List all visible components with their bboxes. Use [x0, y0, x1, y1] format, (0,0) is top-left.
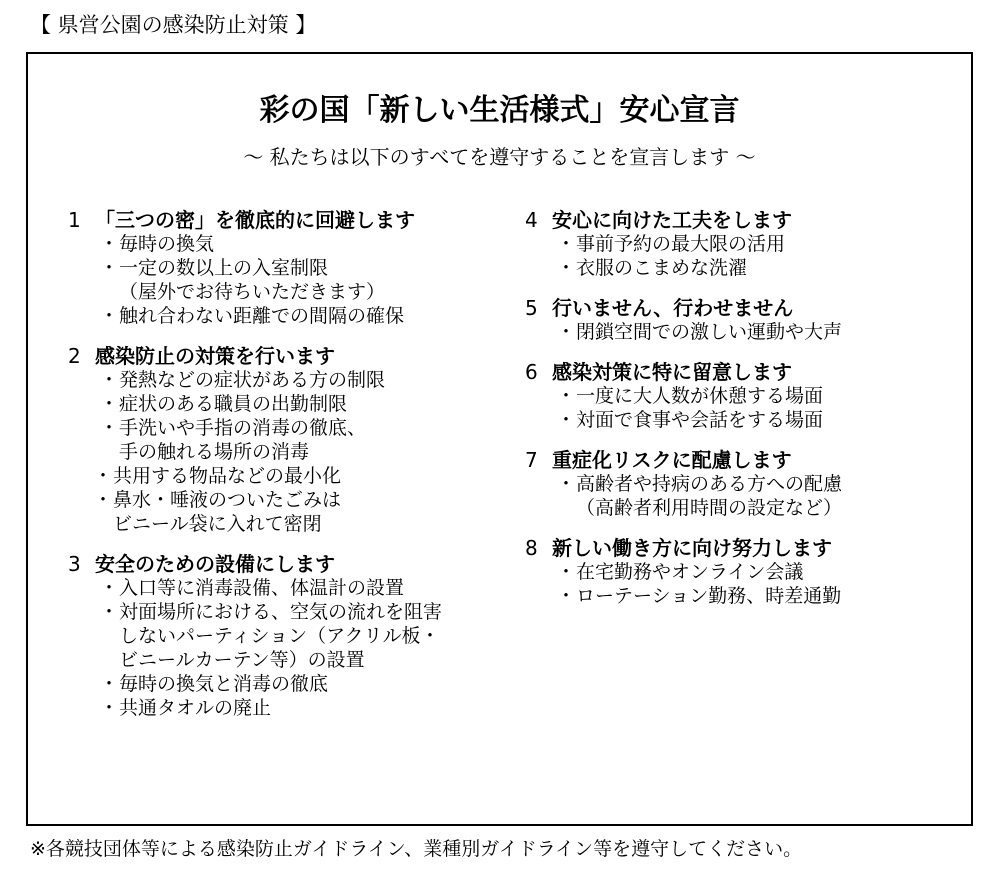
section-heading — [525, 448, 955, 472]
list-item — [68, 368, 508, 392]
list-item-text — [119, 368, 385, 392]
list-item-text — [576, 256, 747, 280]
section-6 — [525, 360, 955, 432]
bullet-icon: ・ — [556, 321, 576, 343]
section-number: 1 — [68, 208, 81, 232]
list-item — [68, 576, 508, 600]
list-item — [525, 256, 955, 280]
section-8 — [525, 536, 955, 608]
list-item-line: 一定の数以上の入室制限 — [119, 257, 329, 279]
section-4 — [525, 208, 955, 280]
list-item-text — [119, 600, 442, 672]
section-heading — [525, 208, 955, 232]
list-item — [68, 464, 508, 488]
list-item-line: 対面場所における、空気の流れを阻害 — [119, 601, 443, 623]
bullet-icon: ・ — [556, 233, 576, 255]
declaration-title: 彩の国「新しい生活様式」安心宣言 — [259, 93, 740, 128]
section-heading-text: 新しい働き方に向け努力します — [552, 536, 832, 560]
section-heading-text: 感染防止の対策を行います — [95, 344, 335, 368]
section-number: 5 — [525, 296, 538, 320]
list-item — [68, 672, 508, 696]
section-heading-text: 安全のための設備にします — [95, 552, 335, 576]
section-number: 3 — [68, 552, 81, 576]
bullet-icon: ・ — [556, 409, 576, 431]
list-item-line: 入口等に消毒設備、体温計の設置 — [119, 577, 405, 599]
left-column — [68, 208, 508, 736]
list-item — [525, 408, 955, 432]
list-item-line: ビニール袋に入れて密閉 — [113, 513, 322, 535]
list-item-line: 発熱などの症状がある方の制限 — [119, 369, 386, 391]
section-5 — [525, 296, 955, 344]
bullet-icon: ・ — [99, 369, 119, 391]
list-item-line: 閉鎖空間での激しい運動や大声 — [576, 321, 843, 343]
list-item-line: 対面で食事や会話をする場面 — [576, 409, 824, 431]
list-item-text — [119, 304, 404, 328]
section-heading-text: 感染対策に特に留意します — [552, 360, 792, 384]
list-item-text — [576, 384, 823, 408]
bullet-icon: ・ — [99, 673, 119, 695]
list-item-line: 事前予約の最大限の活用 — [576, 233, 786, 255]
section-heading-text: 重症化リスクに配慮します — [552, 448, 792, 472]
list-item — [68, 232, 508, 256]
list-item-line: 在宅勤務やオンライン会議 — [576, 561, 804, 583]
list-item — [68, 392, 508, 416]
list-item-line: 共通タオルの廃止 — [119, 697, 272, 719]
bullet-icon: ・ — [99, 697, 119, 719]
section-heading — [68, 552, 508, 576]
section-number: 4 — [525, 208, 538, 232]
bullet-icon: ・ — [93, 489, 113, 511]
section-number: 7 — [525, 448, 538, 472]
list-item-line: しないパーティション（アクリル板・ — [119, 625, 440, 647]
list-item — [525, 232, 955, 256]
list-item-text — [576, 472, 842, 520]
bullet-icon: ・ — [99, 417, 119, 439]
list-item-line: 毎時の換気と消毒の徹底 — [119, 673, 329, 695]
list-item-line: 症状のある職員の出勤制限 — [119, 393, 348, 415]
list-item — [68, 416, 508, 464]
bullet-icon: ・ — [99, 305, 119, 327]
bullet-icon: ・ — [99, 393, 119, 415]
list-item — [68, 304, 508, 328]
bullet-icon: ・ — [556, 561, 576, 583]
bullet-icon: ・ — [556, 257, 576, 279]
list-item-line: 毎時の換気 — [119, 233, 215, 255]
section-heading-text: 行いません、行わせません — [552, 296, 794, 320]
list-item — [525, 472, 955, 520]
list-item-text — [576, 232, 785, 256]
list-item-text — [119, 256, 385, 304]
bullet-icon: ・ — [556, 585, 576, 607]
list-item-text — [576, 584, 841, 608]
section-heading — [68, 344, 508, 368]
list-item-line: 手洗いや手指の消毒の徹底、 — [119, 417, 367, 439]
list-item-line: 触れ合わない距離での間隔の確保 — [119, 305, 405, 327]
list-item-line: 鼻水・唾液のついたごみは — [113, 489, 342, 511]
bullet-icon: ・ — [99, 233, 119, 255]
section-heading — [68, 208, 508, 232]
bullet-icon: ・ — [93, 465, 113, 487]
list-item — [68, 696, 508, 720]
bullet-icon: ・ — [99, 577, 119, 599]
section-heading-text: 「三つの密」を徹底的に回避します — [95, 208, 415, 232]
section-2 — [68, 344, 508, 536]
list-item — [68, 256, 508, 304]
right-column — [525, 208, 955, 624]
list-item-line: ローテーション勤務、時差通勤 — [576, 585, 842, 607]
bullet-icon: ・ — [99, 257, 119, 279]
list-item — [68, 488, 508, 536]
section-heading-text: 安心に向けた工夫をします — [552, 208, 792, 232]
footer-note: ※各競技団体等による感染防止ガイドライン、業種別ガイドライン等を遵守してください。 — [30, 838, 803, 860]
list-item-text — [119, 696, 271, 720]
list-item-text — [576, 560, 803, 584]
list-item — [525, 584, 955, 608]
list-item — [525, 560, 955, 584]
list-item-text — [119, 232, 214, 256]
bullet-icon: ・ — [556, 473, 576, 495]
list-item — [525, 384, 955, 408]
list-item — [525, 320, 955, 344]
list-item-line: 一度に大人数が休憩する場面 — [576, 385, 824, 407]
list-item-text — [119, 576, 404, 600]
list-item-text — [576, 408, 823, 432]
section-heading — [525, 296, 955, 320]
page-header-label: 【 県営公園の感染防止対策 】 — [30, 13, 317, 37]
list-item-line: 共用する物品などの最小化 — [113, 465, 342, 487]
list-item-line: （屋外でお待ちいただきます） — [119, 281, 386, 303]
section-7 — [525, 448, 955, 520]
bullet-icon: ・ — [556, 385, 576, 407]
list-item-line: 衣服のこまめな洗濯 — [576, 257, 748, 279]
list-item-line: ビニールカーテン等）の設置 — [119, 649, 365, 671]
list-item-text — [119, 392, 347, 416]
section-heading — [525, 360, 955, 384]
list-item-text — [576, 320, 842, 344]
list-item-text — [119, 672, 328, 696]
section-1 — [68, 208, 508, 328]
section-number: 2 — [68, 344, 81, 368]
list-item-line: 高齢者や持病のある方への配慮 — [576, 473, 843, 495]
list-item-text — [113, 464, 341, 488]
list-item — [68, 600, 508, 672]
declaration-frame — [26, 52, 973, 826]
declaration-subtitle: ～ 私たちは以下のすべてを遵守することを宣言します ～ — [243, 145, 756, 169]
section-number: 6 — [525, 360, 538, 384]
section-3 — [68, 552, 508, 720]
list-item-text — [119, 416, 366, 464]
bullet-icon: ・ — [99, 601, 119, 623]
section-heading — [525, 536, 955, 560]
list-item-text — [113, 488, 341, 536]
list-item-line: （高齢者利用時間の設定など） — [576, 497, 843, 519]
list-item-line: 手の触れる場所の消毒 — [119, 441, 310, 463]
section-number: 8 — [525, 536, 538, 560]
